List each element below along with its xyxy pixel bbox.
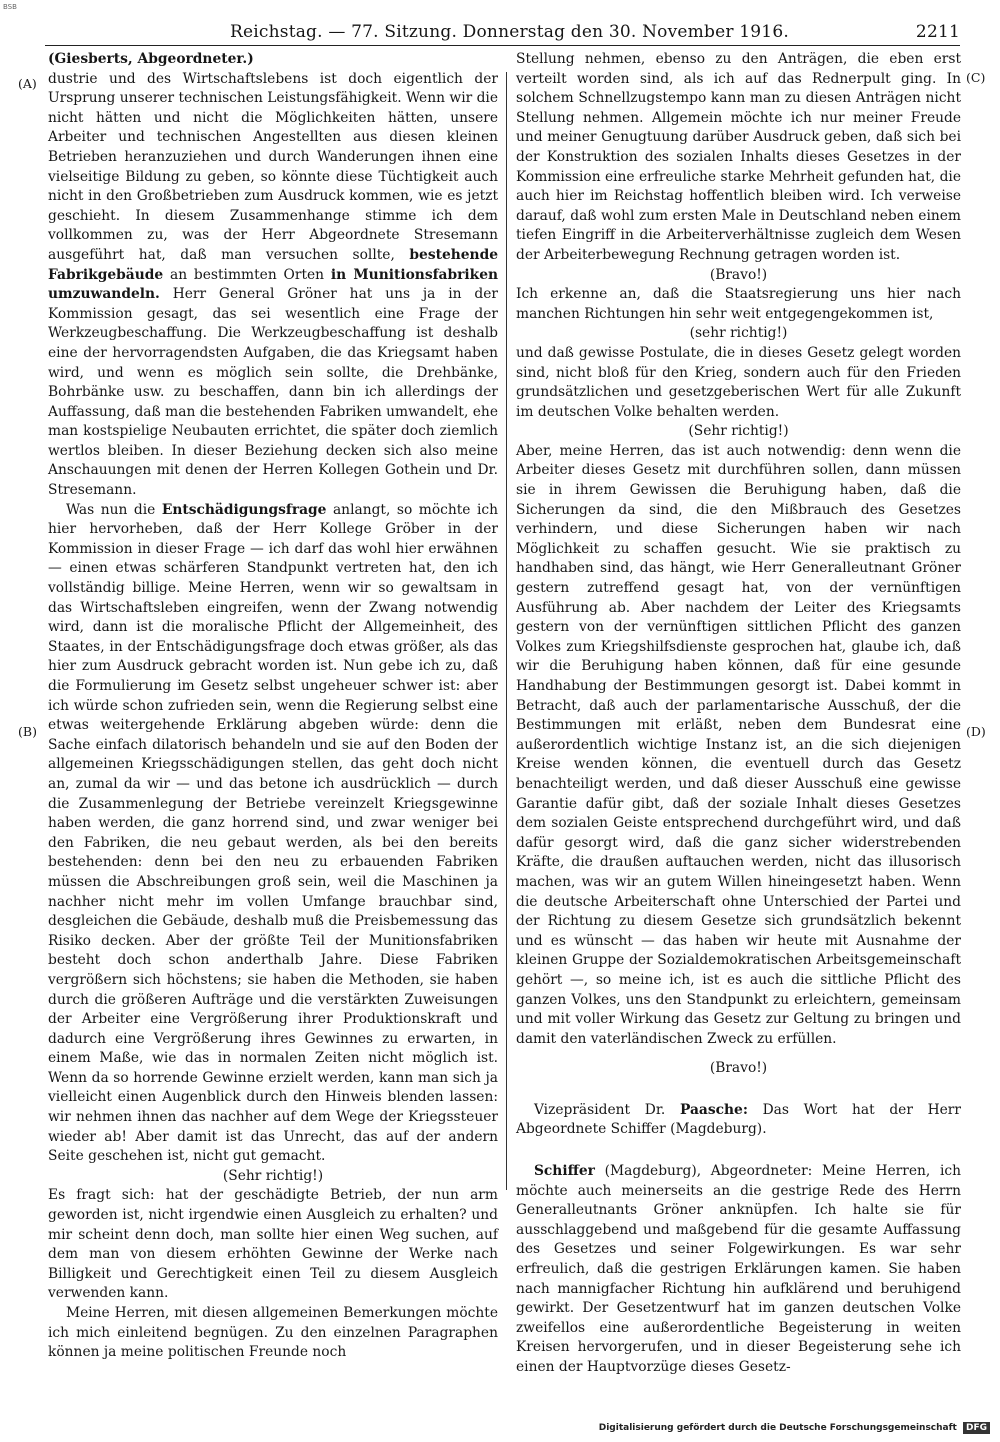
paragraph: Es fragt sich: hat der geschädigte Betrieb, der nun arm geworden ist, nicht irgendwie einen Ausgleich zu erhalten? und mir scheint denn doch, man sollte hier einen Weg suchen, auf dem man von diesem erhöhten Gewinne der Werke nach Billigkeit und Gerechtigkeit einen Teil zu diesem Ausgleich verwenden kann. (48, 1187, 498, 1302)
paragraph: und daß gewisse Postulate, die in dieses Gesetz gelegt worden sind, nicht bloß für den Krieg, sondern auch für den Frieden grundsätzlichen und gesetzgeberischen Wert für alle Zukunft im deutschen Volke behalten werden. (516, 344, 961, 420)
margin-letter-b: (B) (18, 724, 37, 739)
interjection: (Bravo!) (709, 266, 768, 283)
right-column (516, 50, 961, 1378)
paragraph: Stellung nehmen, ebenso zu den Anträgen, die eben erst verteilt worden sind, als ich auf das Rednerpult ging. In solchem Schnellzugstempo kann man zu diesen Anträgen nicht Stellung nehmen. Allgemein möchte ich nur meiner Freude und meiner Genugtuung darüber Ausdruck geben, daß sich bei der Konstruktion des sozialen Inhalts dieses Gesetzes in der Kommission eine erfreuliche starke Mehrheit gefunden hat, die auch hier im Reichstag hoffentlich bleiben wird. Ich verweise darauf, daß wohl zum ersten Male in Deutschland neben einem tiefen Eingriff in die Arbeiterverhältnisse zugleich dem Wesen der Arbeiterbewegung Rechnung getragen worden ist. (516, 51, 961, 263)
page-number: 2211 (915, 22, 960, 42)
margin-letter-a: (A) (18, 76, 37, 91)
interjection: (Sehr richtig!) (222, 1167, 324, 1184)
dfg-logo: DFG (963, 1422, 990, 1434)
footer-text: Digitalisierung gefördert durch die Deutsche Forschungsgemeinschaft (598, 1423, 957, 1433)
left-column (48, 50, 498, 1363)
paragraph: dustrie und des Wirtschaftslebens ist doch eigentlich der Ursprung unserer technischen Leistungsfähigkeit. Wenn wir die nicht hätten und nicht die Möglichkeiten hätten, unsere Arbeiter und technischen Angestellten aus diesen kleinen Betrieben heranzuziehen und durch Wanderungen ihnen eine vielseitige Bildung zu geben, so könnte diese Tüchtigkeit auch nicht in den Großbetrieben zum Ausdruck kommen, wie es jetzt geschieht. In diesem Zusammenhange stimme ich dem vollkommen zu, was der Herr Abgeordnete Stresemann ausgeführt hat, daß man versuchen sollte, bestehende Fabrikgebäude an bestimmten Orten in Munitionsfabriken umzuwandeln. Herr General Gröner hat uns ja in der Kommission gesagt, das sei wesentlich eine Frage der Werkzeugbeschaffung. Die Werkzeugbeschaffung ist deshalb eine der hervorragendsten Aufgaben, die das Kriegsamt haben wird, und wenn es möglich sein sollte, die Drehbänke, Bohrbänke usw. zu beschaffen, dann bin ich allerdings der Auffassung, daß man die bestehenden Fabriken umwandelt, ehe man kostspielige Neubauten errichtet, die später doch ziemlich wertlos bleiben. In dieser Beziehung decken sich also meine Anschauungen mit denen der Herren Kollegen Gothein und Dr. Stresemann. (48, 70, 498, 499)
running-title: Reichstag. — 77. Sitzung. Donnerstag den 30. November 1916. (230, 22, 789, 42)
header-rule (45, 45, 960, 46)
margin-letter-c: (C) (966, 70, 986, 85)
interjection: (sehr richtig!) (689, 325, 788, 342)
paragraph: Was nun die Entschädigungsfrage anlangt, so möchte ich hier hervorheben, daß der Herr Kollege Gröber in der Kommission in dieser Frage — ich darf das wohl hier erwähnen — einen etwas schärferen Standpunkt vertreten hat, den ich vollständig billige. Meine Herren, wenn wir so gewaltsam in das Wirtschaftsleben eingreifen, wenn der Zwang notwendig wird, dann ist die moralische Pflicht der Allgemeinheit, des Staates, in der Entschädigungsfrage doch etwas größer, als das hier zum Ausdruck gebracht worden ist. Nun gebe ich zu, daß die Formulierung im Gesetz selbst ungeheuer schwer ist: aber ich würde schon zufrieden sein, wenn die Regierung selbst eine etwas weitergehende Erklärung abgeben würde: denn die Sache einfach dilatorisch behandeln und sie auf den Boden der allgemeinen Kriegsschädigungen stellen, das geht doch nicht an, zumal da wir — und das betone ich ausdrücklich — durch die Zusammenlegung der Betriebe vereinzelt Kriegsgewinne haben werden, die ganz horrend sind, und zwar weniger bei den Fabriken, die neu gebaut werden, als bei den bereits bestehenden: denn bei den neu zu erbauenden Fabriken müssen die Abschreibungen groß sein, weil die Maschinen ja nachher nicht mehr im vollen Umfange brauchbar sind, desgleichen die Gebäude, deshalb muß die Preisbemessung das Risiko decken. Aber der größte Teil der Munitionsfabriken besteht doch schon anderthalb Jahre. Diese Fabriken vergrößern sich höchstens; sie haben die Methoden, sie haben durch die größeren Aufträge und die verstärkten Zuweisungen der Arbeiter eine Vergrößerung ihrer Produktionskraft und dadurch eine Vergrößerung ihres Gewinnes zu erwarten, in einem Maße, wie das in normalen Zeiten nicht möglich ist. Wenn da so horrende Gewinne erzielt werden, kann man sich ja vielleicht einen Augenblick durch den Hinweis blenden lassen: wir nehmen ihnen das nachher auf dem Wege der Kriegssteuer wieder ab! Aber damit ist das Unrecht, das auf der andern Seite geschehen ist, nicht gut gemacht. (48, 501, 498, 1165)
interjection: (Bravo!) (709, 1060, 768, 1077)
funding-footer (599, 1422, 990, 1434)
paragraph: Meine Herren, mit diesen allgemeinen Bemerkungen möchte ich mich einleitend begnügen. Zu den einzelnen Paragraphen können ja meine politischen Freunde noch (48, 1305, 498, 1361)
speaker-continuation: (Giesberts, Abgeordneter.) (48, 51, 254, 67)
paragraph: Ich erkenne an, daß die Staatsregierung uns hier nach manchen Richtungen hin sehr weit entgegengekommen ist, (516, 286, 961, 322)
column-divider (506, 72, 507, 1190)
library-mark: BSB (3, 3, 17, 11)
margin-letter-d: (D) (966, 724, 986, 739)
page-header (230, 22, 960, 46)
paragraph: Aber, meine Herren, das ist auch notwendig: denn wenn die Arbeiter dieses Gesetz mit durchführen sollen, dann müssen sie in ihrem Gewissen die Beruhigung haben, daß die Sicherungen da sind, die den Mißbrauch des Gesetzes verhindern, und diese Sicherungen haben wir nach Möglichkeit zu schaffen gesucht. Wie sie praktisch zu handhaben sind, das hängt, wie Herr Generalleutnant Gröner gestern zutreffend gesagt hat, von der vernünftigen Ausführung ab. Aber nachdem der Leiter des Kriegsamts gestern von der vernünftigen sittlichen Pflicht des ganzen Volkes zum Kriegshilfsdienste gesprochen hat, glaube ich, daß wir die Beruhigung haben können, daß für eine gesunde Handhabung der Bestimmungen gesorgt ist. Dabei kommt in Betracht, daß auch der parlamentarische Ausschuß, der die Bestimmungen mit erläßt, neben dem Bundesrat eine außerordentlich wichtige Instanz ist, an die sich diejenigen Kreise wenden können, die eventuell durch das Gesetz benachteiligt werden, und daß dieser Ausschuß eine gewisse Garantie dafür gibt, daß der soziale Inhalt dieses Gesetzes dem sozialen Geiste entsprechend durchgeführt wird, und daß dafür gesorgt wird, daß die ganz sicher widerstrebenden Kräfte, die draußen auftauchen werden, nicht das illusorisch machen, was wir an gutem Willen hineingesetzt haben. Wenn die deutsche Arbeiterschaft ohne Unterschied der Partei und der Richtung zu diesem Gesetze sich grundsätzlich bekennt und es wünscht — das haben wir heute mit Ausnahme der kleinen Gruppe der Sozialdemokratischen Arbeitsgemeinschaft gehört —, so meine ich, ist es auch die sittliche Pflicht des ganzen Volkes, uns den Standpunkt zu erleichtern, gemeinsam und mit voller Wirkung das Gesetz zur Geltung zu bringen und damit den vaterländischen Zweck zu erfüllen. (516, 442, 961, 1047)
speaker-paragraph: Vizepräsident Dr. Paasche: Das Wort hat der Herr Abgeordnete Schiffer (Magdeburg). (516, 1101, 961, 1138)
interjection: (Sehr richtig!) (688, 423, 789, 440)
speaker-paragraph: Schiffer (Magdeburg), Abgeordneter: Meine Herren, ich möchte auch meinerseits an die gestrige Rede des Herrn Generalleutnants Gröner anknüpfen. Ich halte sie für ausschlaggebend und maßgebend für die gesamte Auffassung des Gesetzes und seiner Folgewirkungen. Es war sehr erfreulich, daß die gestrigen Erklärungen kamen. Sie haben nach mannigfacher Richtung hin aufklärend und beruhigend gewirkt. Der Gesetzentwurf hat im ganzen deutschen Volke zweifellos eine außerordentliche Begeisterung in weiten Kreisen hervorgerufen, und in dieser Begeisterung sehe ich einen der Hauptvorzüge dieses Gesetz- (516, 1163, 961, 1375)
